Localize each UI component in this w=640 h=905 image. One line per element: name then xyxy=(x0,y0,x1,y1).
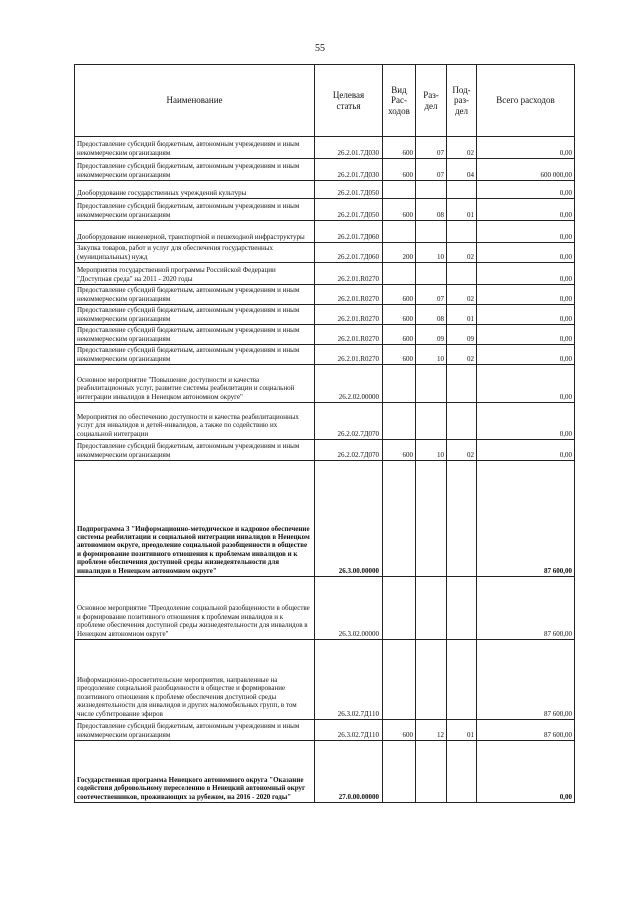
cell-name: Дооборудование инженерной, транспортной и пешеходной инфраструктуры xyxy=(75,221,315,243)
cell-subsection: 01 xyxy=(447,199,477,221)
cell-subsection: 09 xyxy=(447,325,477,345)
cell-total: 0,00 xyxy=(477,181,575,199)
cell-subsection xyxy=(447,365,477,403)
table-row xyxy=(75,577,575,640)
cell-type xyxy=(383,365,416,403)
cell-total: 0,00 xyxy=(477,137,575,159)
table-header-row xyxy=(75,65,575,137)
cell-type xyxy=(383,640,416,720)
cell-total: 0,00 xyxy=(477,263,575,285)
cell-target: 26.2.02.00000 xyxy=(315,365,383,403)
cell-type: 600 xyxy=(383,720,416,741)
table-row xyxy=(75,365,575,403)
cell-section xyxy=(416,263,447,285)
cell-name: Дооборудование государственных учреждений культуры xyxy=(75,181,315,199)
cell-subsection xyxy=(447,403,477,440)
cell-type: 200 xyxy=(383,243,416,263)
header-type: Вид Рас- ходов xyxy=(383,65,416,137)
cell-target: 26.3.02.7Д110 xyxy=(315,640,383,720)
cell-target: 26.2.01.7Д030 xyxy=(315,159,383,181)
cell-total: 0,00 xyxy=(477,325,575,345)
cell-section: 08 xyxy=(416,199,447,221)
cell-subsection: 01 xyxy=(447,305,477,325)
cell-name: Подпрограмма 3 "Информационно-методическое и кадровое обеспечение системы реабилитации и социальной интеграции инвалидов в Ненецком автономном округе, преодоление социальной разобщенности в обществе и формирование позитивного отношения к проблемам инвалидов и к проблеме обеспечения доступной среды жизнедеятельности для инвалидов в Ненецком автономном округе" xyxy=(75,461,315,577)
table-row xyxy=(75,720,575,741)
table-row xyxy=(75,285,575,305)
cell-type: 600 xyxy=(383,285,416,305)
cell-total: 87 600,00 xyxy=(477,461,575,577)
cell-total: 0,00 xyxy=(477,365,575,403)
table-row xyxy=(75,345,575,365)
table-row xyxy=(75,137,575,159)
header-section: Раз- дел xyxy=(416,65,447,137)
budget-table xyxy=(74,64,575,803)
cell-section xyxy=(416,181,447,199)
cell-type: 600 xyxy=(383,325,416,345)
cell-section: 08 xyxy=(416,305,447,325)
cell-subsection xyxy=(447,640,477,720)
cell-subsection: 02 xyxy=(447,440,477,461)
cell-subsection: 01 xyxy=(447,720,477,741)
table-row xyxy=(75,263,575,285)
table-row xyxy=(75,181,575,199)
cell-target: 26.2.01.R0270 xyxy=(315,263,383,285)
cell-name: Предоставление субсидий бюджетным, автономным учреждениям и иным некоммерческим организациям xyxy=(75,159,315,181)
cell-target: 26.2.01.7Д060 xyxy=(315,221,383,243)
cell-name: Мероприятия по обеспечению доступности и качества реабилитационных услуг для инвалидов и детей-инвалидов, а также по содействию их социальной интеграции xyxy=(75,403,315,440)
cell-section: 12 xyxy=(416,720,447,741)
cell-name: Предоставление субсидий бюджетным, автономным учреждениям и иным некоммерческим организациям xyxy=(75,305,315,325)
header-total: Всего расходов xyxy=(477,65,575,137)
table-row xyxy=(75,440,575,461)
cell-target: 26.2.02.7Д070 xyxy=(315,440,383,461)
cell-section: 07 xyxy=(416,285,447,305)
cell-target: 26.2.01.7Д030 xyxy=(315,137,383,159)
page-number: 55 xyxy=(315,43,325,54)
cell-target: 26.3.02.7Д110 xyxy=(315,720,383,741)
cell-section: 09 xyxy=(416,325,447,345)
cell-subsection: 04 xyxy=(447,159,477,181)
cell-total: 600 000,00 xyxy=(477,159,575,181)
cell-section: 07 xyxy=(416,159,447,181)
cell-section: 10 xyxy=(416,440,447,461)
cell-section: 10 xyxy=(416,345,447,365)
cell-subsection: 02 xyxy=(447,243,477,263)
cell-target: 26.2.01.7Д060 xyxy=(315,243,383,263)
cell-target: 26.2.02.7Д070 xyxy=(315,403,383,440)
table-row xyxy=(75,461,575,577)
cell-name: Основное мероприятие "Преодоление социальной разобщенности в обществе и формирование позитивного отношения к проблемам инвалидов и к проблеме обеспечения доступной среды жизнедеятельности для инвалидов в Ненецком автономном округе" xyxy=(75,577,315,640)
cell-subsection: 02 xyxy=(447,345,477,365)
cell-target: 26.2.01.R0270 xyxy=(315,325,383,345)
cell-name: Предоставление субсидий бюджетным, автономным учреждениям и иным некоммерческим организациям xyxy=(75,199,315,221)
header-target: Целевая статья xyxy=(315,65,383,137)
cell-total: 87 600,00 xyxy=(477,640,575,720)
cell-target: 26.2.01.R0270 xyxy=(315,285,383,305)
cell-total: 87 600,00 xyxy=(477,577,575,640)
cell-section: 07 xyxy=(416,137,447,159)
table-row xyxy=(75,741,575,803)
cell-name: Закупка товаров, работ и услуг для обеспечения государственных (муниципальных) нужд xyxy=(75,243,315,263)
cell-total: 0,00 xyxy=(477,345,575,365)
cell-type xyxy=(383,577,416,640)
cell-total: 87 600,00 xyxy=(477,720,575,741)
table-body xyxy=(75,137,575,803)
cell-name: Предоставление субсидий бюджетным, автономным учреждениям и иным некоммерческим организациям xyxy=(75,285,315,305)
cell-subsection xyxy=(447,263,477,285)
cell-type: 600 xyxy=(383,159,416,181)
cell-target: 26.2.01.R0270 xyxy=(315,305,383,325)
table-row xyxy=(75,221,575,243)
cell-target: 26.2.01.7Д050 xyxy=(315,181,383,199)
cell-total: 0,00 xyxy=(477,243,575,263)
cell-section xyxy=(416,403,447,440)
table-row xyxy=(75,243,575,263)
cell-type xyxy=(383,403,416,440)
cell-name: Мероприятия государственной программы Российской Федерации "Доступная среда" на 2011 - 2020 годы xyxy=(75,263,315,285)
cell-subsection: 02 xyxy=(447,285,477,305)
table-row xyxy=(75,305,575,325)
cell-type: 600 xyxy=(383,137,416,159)
cell-name: Государственная программа Ненецкого автономного округа "Оказание содействия добровольному переселению в Ненецкий автономный округ соотечественников, проживающих за рубежом, на 2016 - 2020 годы" xyxy=(75,741,315,803)
table-row xyxy=(75,325,575,345)
cell-subsection xyxy=(447,221,477,243)
cell-type: 600 xyxy=(383,345,416,365)
cell-total: 0,00 xyxy=(477,741,575,803)
cell-total: 0,00 xyxy=(477,199,575,221)
cell-type xyxy=(383,461,416,577)
cell-section xyxy=(416,640,447,720)
cell-section xyxy=(416,741,447,803)
table-row xyxy=(75,199,575,221)
cell-name: Основное мероприятие "Повышение доступности и качества реабилитационных услуг, развитие системы реабилитации и социальной интеграции инвалидов в Ненецком автономном округе" xyxy=(75,365,315,403)
table-row xyxy=(75,159,575,181)
cell-target: 26.3.00.00000 xyxy=(315,461,383,577)
cell-section xyxy=(416,461,447,577)
cell-total: 0,00 xyxy=(477,403,575,440)
cell-name: Предоставление субсидий бюджетным, автономным учреждениям и иным некоммерческим организациям xyxy=(75,720,315,741)
cell-subsection xyxy=(447,461,477,577)
cell-name: Предоставление субсидий бюджетным, автономным учреждениям и иным некоммерческим организациям xyxy=(75,440,315,461)
cell-name: Предоставление субсидий бюджетным, автономным учреждениям и иным некоммерческим организациям xyxy=(75,345,315,365)
cell-target: 26.2.01.R0270 xyxy=(315,345,383,365)
header-name: Наименование xyxy=(75,65,315,137)
cell-subsection xyxy=(447,577,477,640)
cell-subsection xyxy=(447,741,477,803)
cell-name: Предоставление субсидий бюджетным, автономным учреждениям и иным некоммерческим организациям xyxy=(75,137,315,159)
cell-name: Информационно-просветительские мероприятия, направленные на преодоление социальной разобщенности в обществе и формирование позитивного отношения к проблеме обеспечения доступной среды жизнедеятельности для инвалидов и других маломобильных групп, в том числе субтитрование эфиров xyxy=(75,640,315,720)
cell-subsection: 02 xyxy=(447,137,477,159)
table-row xyxy=(75,403,575,440)
cell-total: 0,00 xyxy=(477,305,575,325)
cell-section xyxy=(416,577,447,640)
cell-type xyxy=(383,741,416,803)
cell-type: 600 xyxy=(383,305,416,325)
cell-total: 0,00 xyxy=(477,440,575,461)
cell-type: 600 xyxy=(383,440,416,461)
table-row xyxy=(75,640,575,720)
cell-type: 600 xyxy=(383,199,416,221)
cell-target: 26.2.01.7Д050 xyxy=(315,199,383,221)
cell-target: 26.3.02.00000 xyxy=(315,577,383,640)
cell-type xyxy=(383,221,416,243)
cell-section xyxy=(416,365,447,403)
cell-section xyxy=(416,221,447,243)
cell-name: Предоставление субсидий бюджетным, автономным учреждениям и иным некоммерческим организациям xyxy=(75,325,315,345)
cell-type xyxy=(383,263,416,285)
cell-type xyxy=(383,181,416,199)
cell-target: 27.0.00.00000 xyxy=(315,741,383,803)
cell-subsection xyxy=(447,181,477,199)
cell-total: 0,00 xyxy=(477,221,575,243)
cell-section: 10 xyxy=(416,243,447,263)
cell-total: 0,00 xyxy=(477,285,575,305)
header-subsection: Под- раз- дел xyxy=(447,65,477,137)
